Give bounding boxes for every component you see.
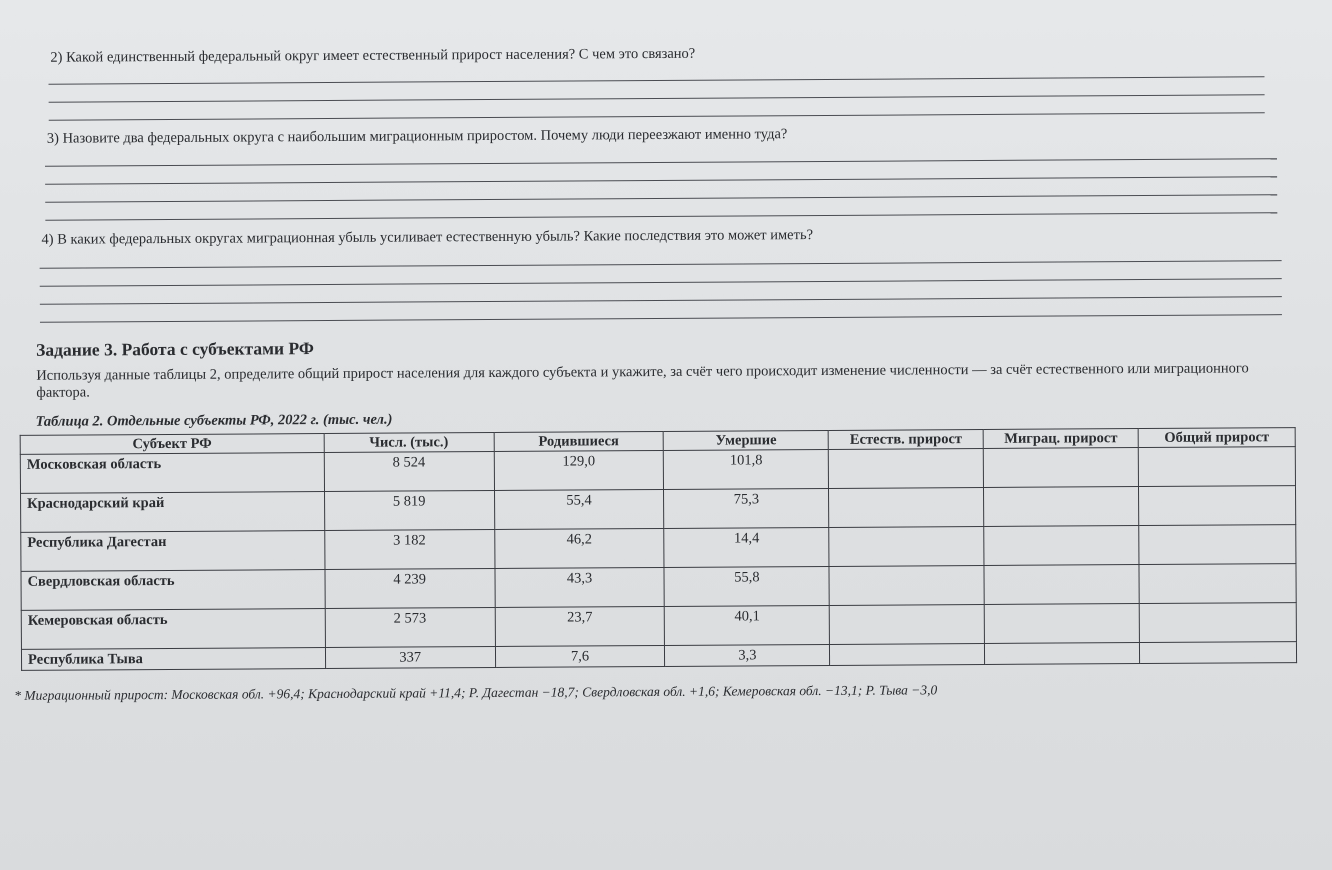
question-4: 4) В каких федеральных округах миграционная убыль усиливает естественную убыль? Какие последствия это может иметь? — [41, 227, 814, 248]
answer-line — [45, 194, 1277, 203]
cell-died: 14,4 — [664, 527, 829, 567]
cell-population: 5 819 — [324, 490, 494, 530]
cell-population: 4 239 — [325, 568, 495, 608]
cell-population: 8 524 — [324, 451, 494, 491]
question-3: 3) Назовите два федеральных округа с наибольшим миграционным приростом. Почему люди переезжают именно туда? — [46, 126, 788, 147]
cell-total-growth-blank[interactable] — [1140, 642, 1297, 664]
header-died: Умершие — [664, 430, 829, 450]
question-2: 2) Какой единственный федеральный округ имеет естественный прирост населения? С чем это связано? — [50, 45, 696, 66]
header-natural-growth: Естеств. прирост — [828, 430, 983, 450]
answer-line — [40, 260, 1282, 269]
answer-line — [40, 296, 1282, 305]
cell-migration-growth-blank[interactable] — [984, 526, 1139, 566]
task-3-title: Задание 3. Работа с субъектами РФ — [36, 338, 314, 360]
header-migration-growth: Миграц. прирост — [983, 429, 1138, 449]
answer-line — [49, 112, 1265, 120]
cell-subject: Московская область — [20, 453, 324, 494]
cell-died: 3,3 — [665, 644, 830, 666]
cell-natural-growth-blank[interactable] — [830, 604, 985, 644]
cell-migration-growth-blank[interactable] — [985, 643, 1140, 665]
cell-died: 75,3 — [664, 488, 829, 528]
subjects-table — [20, 427, 1297, 671]
cell-total-growth-blank[interactable] — [1138, 447, 1295, 487]
cell-natural-growth-blank[interactable] — [830, 643, 985, 665]
header-population: Числ. (тыс.) — [324, 432, 494, 452]
answer-line — [40, 278, 1282, 287]
answer-line — [49, 94, 1265, 102]
cell-population: 337 — [325, 646, 495, 668]
table-footnote: * Миграционный прирост: Московская обл. +96,4; Краснодарский край +11,4; Р. Дагестан −18,7; Свердловская обл. +1,6; Кемеровская обл. −13,1; Р. Тыва −3,0 — [14, 682, 938, 703]
cell-subject: Свердловская область — [21, 570, 325, 611]
cell-died: 55,8 — [664, 566, 829, 606]
cell-subject: Кемеровская область — [21, 609, 325, 650]
answer-line — [49, 76, 1265, 84]
header-total-growth: Общий прирост — [1138, 428, 1295, 448]
answer-line — [45, 158, 1277, 167]
cell-total-growth-blank[interactable] — [1139, 564, 1296, 604]
header-born: Родившиеся — [494, 431, 664, 451]
cell-total-growth-blank[interactable] — [1139, 486, 1296, 526]
cell-subject: Республика Тыва — [21, 648, 325, 671]
cell-migration-growth-blank[interactable] — [983, 448, 1138, 488]
cell-total-growth-blank[interactable] — [1139, 603, 1296, 643]
cell-born: 46,2 — [494, 528, 664, 568]
cell-natural-growth-blank[interactable] — [829, 488, 984, 528]
cell-migration-growth-blank[interactable] — [984, 565, 1139, 605]
cell-natural-growth-blank[interactable] — [829, 449, 984, 489]
cell-born: 23,7 — [495, 606, 665, 646]
cell-population: 2 573 — [325, 607, 495, 647]
header-subject: Субъект РФ — [20, 434, 324, 455]
cell-population: 3 182 — [324, 529, 494, 569]
answer-line — [45, 212, 1277, 221]
task-3-instruction: Используя данные таблицы 2, определите общий прирост населения для каждого субъекта и укажите, за счёт чего происходит изменение численности — за счёт естественного или миграционного фактора. — [36, 360, 1249, 401]
cell-subject: Республика Дагестан — [21, 531, 325, 572]
cell-migration-growth-blank[interactable] — [984, 487, 1139, 527]
cell-subject: Краснодарский край — [21, 492, 325, 533]
cell-born: 7,6 — [495, 645, 665, 667]
table-caption: Таблица 2. Отдельные субъекты РФ, 2022 г. (тыс. чел.) — [35, 411, 393, 430]
cell-total-growth-blank[interactable] — [1139, 525, 1296, 565]
cell-natural-growth-blank[interactable] — [829, 565, 984, 605]
cell-natural-growth-blank[interactable] — [829, 526, 984, 566]
cell-born: 43,3 — [495, 567, 665, 607]
cell-migration-growth-blank[interactable] — [984, 604, 1139, 644]
answer-line — [45, 176, 1277, 185]
cell-born: 129,0 — [494, 450, 664, 490]
answer-line — [40, 314, 1282, 323]
cell-born: 55,4 — [494, 489, 664, 529]
cell-died: 40,1 — [665, 605, 830, 645]
cell-died: 101,8 — [664, 449, 829, 489]
